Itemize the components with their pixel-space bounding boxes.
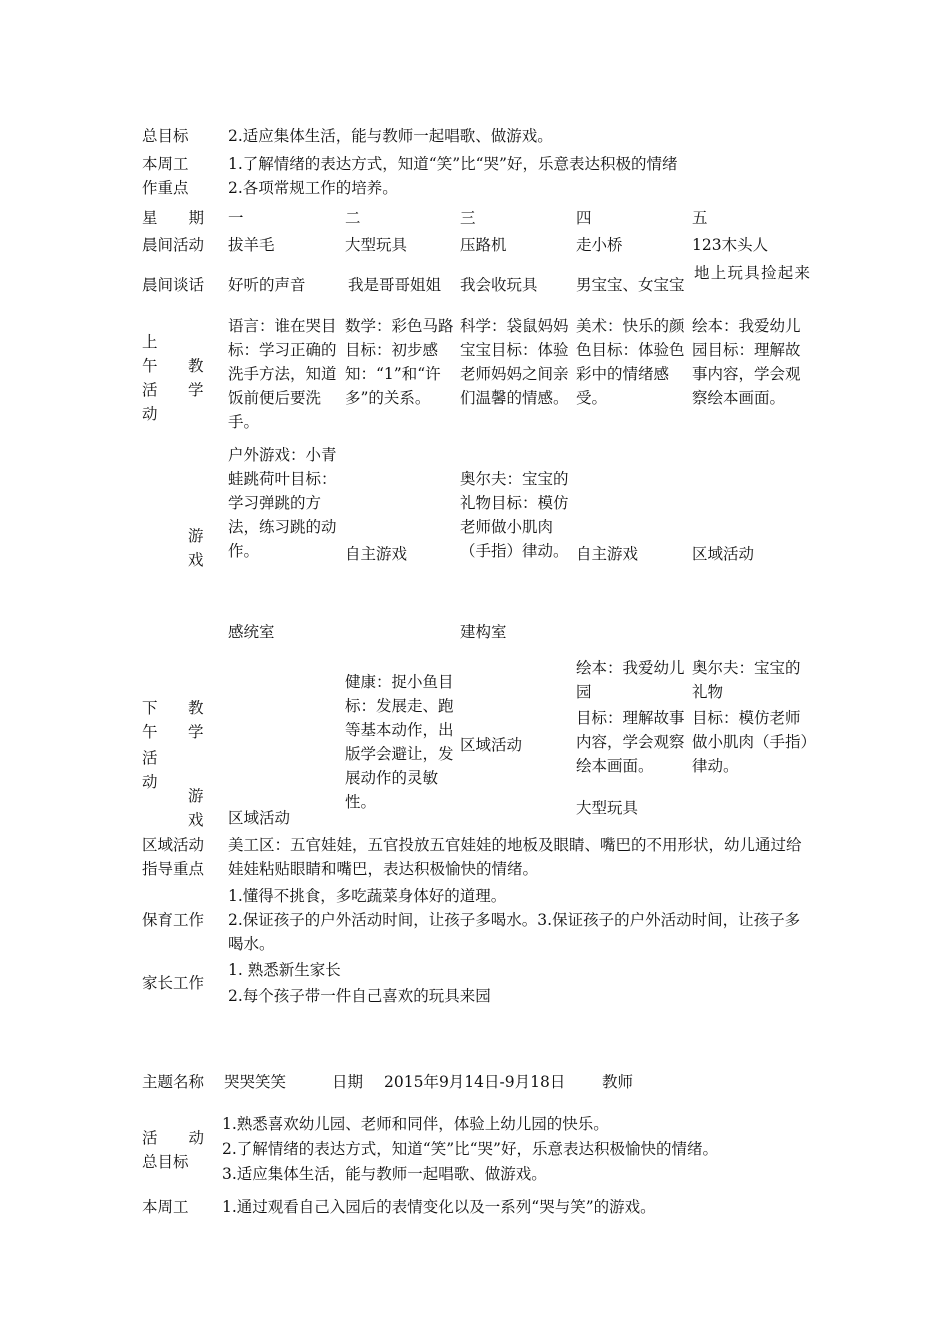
focus2-label: 本周工 (142, 1198, 189, 1216)
pm-label-4: 动 (142, 773, 158, 791)
care-line-1: 1.懂得不挑食，多吃蔬菜身体好的道理。 (228, 887, 507, 905)
focus-label-2: 作重点 (142, 179, 189, 197)
am-teaching-mon: 语言：谁在哭目标：学习正确的洗手方法，知道饭前便后要洗手。 (228, 317, 337, 431)
pm-mon: 区域活动 (228, 809, 291, 827)
am-label-3: 活 (142, 381, 158, 399)
focus-line-1: 1.了解情绪的表达方式，知道“笑”比“哭”好，乐意表达积极的情绪 (228, 155, 678, 173)
pm-game-label-1: 游 (188, 787, 204, 805)
weekday-thu: 四 (576, 209, 592, 227)
date-label: 日期 (332, 1073, 364, 1091)
morning-talk-thu: 男宝宝、女宝宝 (576, 276, 685, 294)
morning-talk-mon: 好听的声音 (228, 276, 306, 294)
pm-thu-a: 绘本：我爱幼儿园 (576, 659, 685, 701)
parent-label: 家长工作 (142, 974, 205, 992)
focus2-line-1: 1.通过观看自己入园后的表情变化以及一系列“哭与笑”的游戏。 (222, 1198, 656, 1216)
goal2-line-3: 3.适应集体生活，能与教师一起唱歌、做游戏。 (222, 1165, 547, 1183)
pm-fri-b: 目标：模仿老师做小肌肉（手指）律动。 (692, 709, 809, 775)
pm-wed: 区域活动 (460, 736, 523, 754)
morning-activity-wed: 压路机 (460, 236, 507, 254)
goal2-label-1: 活 动 (142, 1129, 205, 1147)
am-game-room-wed: 建构室 (460, 623, 507, 641)
goal-line-2: 2.适应集体生活，能与教师一起唱歌、做游戏。 (228, 127, 553, 145)
teacher-label: 教师 (602, 1073, 634, 1091)
am-label-2: 午 (142, 357, 158, 375)
morning-activity-tue: 大型玩具 (345, 236, 408, 254)
am-game-label-1: 游 (188, 527, 204, 545)
pm-thu-b: 目标：理解故事内容，学会观察绘本画面。 (576, 709, 685, 775)
am-game-fri: 区域活动 (692, 545, 755, 563)
morning-activity-label: 晨间活动 (142, 236, 205, 254)
am-label-1: 上 (142, 333, 158, 351)
morning-talk-tue: 我是哥哥姐姐 (348, 276, 442, 294)
weekday-fri: 五 (692, 209, 708, 227)
focus-label-1: 本周工 (142, 155, 189, 173)
am-label-4: 动 (142, 405, 158, 423)
pm-fri-a: 奥尔夫：宝宝的礼物 (692, 659, 801, 701)
am-teaching-fri: 绘本：我爱幼儿园目标：理解故事内容，学会观察绘本画面。 (692, 317, 801, 407)
pm-label-1: 下 (142, 699, 158, 717)
date-value: 2015年9月14日-9月18日 (384, 1073, 566, 1091)
am-game-mon: 户外游戏：小青蛙跳荷叶目标：学习弹跳的方法，练习跳的动作。 (228, 446, 337, 560)
parent-line-1: 1. 熟悉新生家长 (228, 961, 341, 979)
area-text: 美工区：五官娃娃，五官投放五官娃娃的地板及眼睛、嘴巴的不用形状，幼儿通过给娃娃粘贴眼睛和嘴巴，表达积极愉快的情绪。 (228, 836, 802, 878)
pm-tue: 健康：捉小鱼目标：发展走、跑等基本动作，出版学会避让，发展动作的灵敏性。 (345, 673, 454, 811)
pm-label-2: 午 (142, 723, 158, 741)
goal2-line-1: 1.熟悉喜欢幼儿园、老师和同伴，体验上幼儿园的快乐。 (222, 1115, 609, 1133)
goal2-line-2: 2.了解情绪的表达方式，知道“笑”比“哭”好，乐意表达积极愉快的情绪。 (222, 1140, 718, 1158)
theme-label: 主题名称 (142, 1073, 205, 1091)
morning-talk-label: 晨间谈话 (142, 276, 205, 294)
morning-talk-fri: 地上玩具捡起来 (694, 264, 810, 282)
am-game-wed: 奥尔夫：宝宝的礼物目标：模仿老师做小肌肉（手指）律动。 (460, 470, 569, 560)
am-teaching-wed: 科学：袋鼠妈妈宝宝目标：体验老师妈妈之间亲们温馨的情感。 (460, 317, 569, 407)
pm-label-3: 活 (142, 749, 158, 767)
weekday-mon: 一 (228, 209, 244, 227)
am-teaching-tue: 数学：彩色马路目标：初步感知：“1”和“许多”的关系。 (345, 317, 454, 407)
pm-thu-c: 大型玩具 (576, 799, 639, 817)
pm-game-label-2: 戏 (188, 811, 204, 829)
morning-talk-wed: 我会收玩具 (460, 276, 538, 294)
morning-activity-fri: 123木头人 (692, 236, 769, 254)
weekday-tue: 二 (345, 209, 361, 227)
care-line-2: 2.保证孩子的户外活动时间，让孩子多喝水。3.保证孩子的户外活动时间，让孩子多喝水。 (228, 911, 801, 953)
area-label: 区域活动指导重点 (142, 836, 205, 878)
am-game-tue: 自主游戏 (345, 545, 408, 563)
care-label: 保育工作 (142, 911, 205, 929)
am-game-room-mon: 感统室 (228, 623, 275, 641)
theme-value: 哭哭笑笑 (224, 1073, 287, 1091)
am-teach-label-1: 教 (188, 357, 204, 375)
pm-teach-label-1: 教 (188, 699, 204, 717)
am-teaching-thu: 美术：快乐的颜色目标：体验色彩中的情绪感受。 (576, 317, 685, 407)
weekday-label: 星 期 (142, 209, 205, 227)
morning-activity-thu: 走小桥 (576, 236, 623, 254)
morning-activity-mon: 拔羊毛 (228, 236, 275, 254)
parent-line-2: 2.每个孩子带一件自己喜欢的玩具来园 (228, 987, 491, 1005)
am-game-thu: 自主游戏 (576, 545, 639, 563)
pm-teach-label-2: 学 (188, 723, 204, 741)
focus-line-2: 2.各项常规工作的培养。 (228, 179, 398, 197)
am-teach-label-2: 学 (188, 381, 204, 399)
goal2-label-2: 总目标 (142, 1153, 189, 1171)
weekday-wed: 三 (460, 209, 476, 227)
am-game-label-2: 戏 (188, 551, 204, 569)
goal-label: 总目标 (142, 127, 189, 145)
